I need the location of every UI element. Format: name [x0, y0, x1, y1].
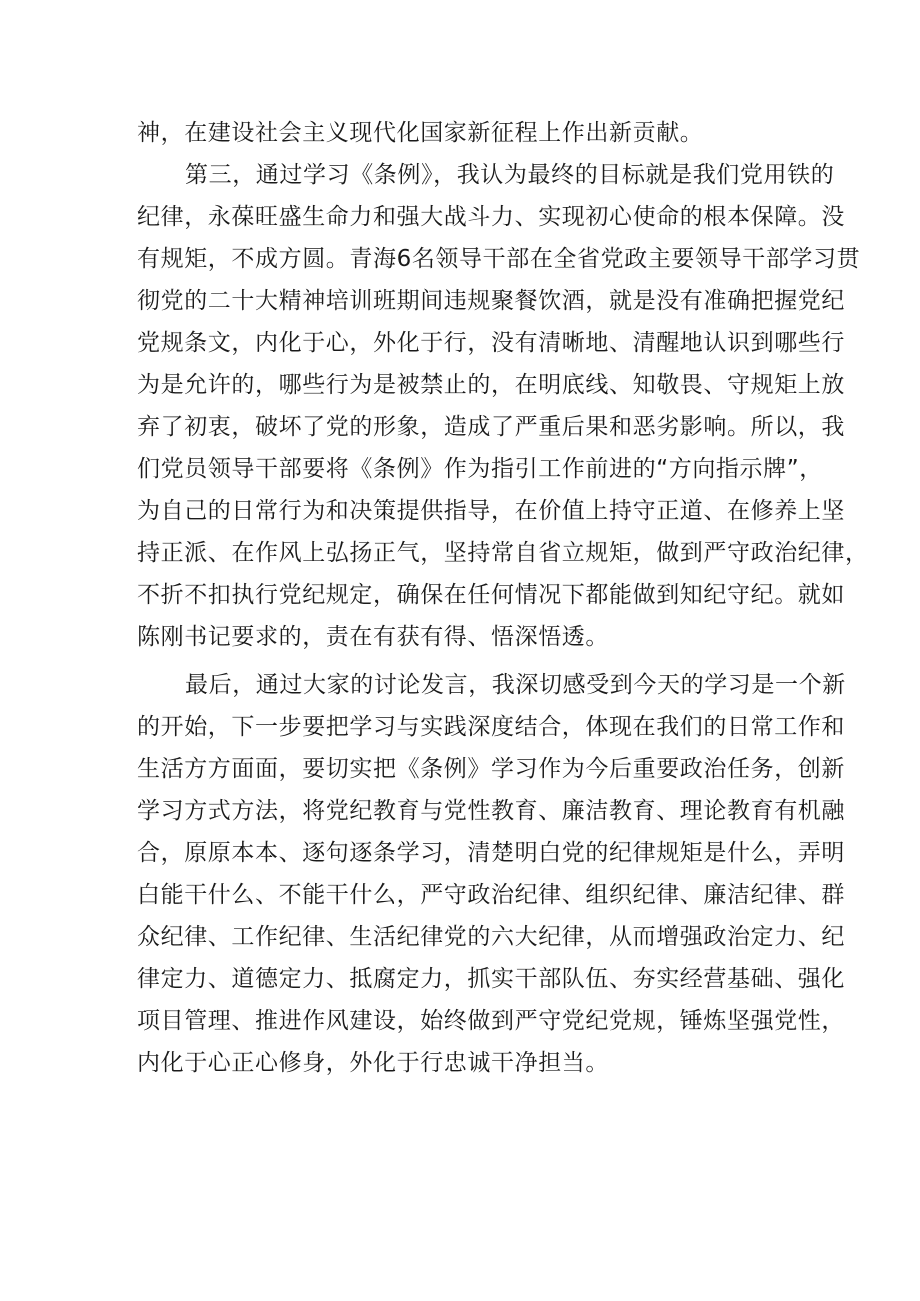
- text-line: 们党员领导干部要将《条例》作为指引工作前进的“方向指示牌”，: [137, 456, 823, 482]
- body-text: [137, 112, 869, 1084]
- text-line: 陈刚书记要求的，责在有获有得、悟深悟透。: [137, 624, 609, 650]
- text-line: 众纪律、工作纪律、生活纪律党的六大纪律，从而增强政治定力、纪: [137, 924, 845, 950]
- text-line: 纪律，永葆旺盛生命力和强大战斗力、实现初心使命的根本保障。没: [137, 204, 845, 230]
- text-line: 有规矩，不成方圆。青海6名领导干部在全省党政主要领导干部学习贯: [137, 246, 861, 272]
- text-line: 彻党的二十大精神培训班期间违规聚餐饮酒，就是没有准确把握党纪: [137, 288, 845, 314]
- text-line: 持正派、在作风上弘扬正气，坚持常自省立规矩，做到严守政治纪律，: [137, 540, 869, 566]
- text-line: 学习方式方法，将党纪教育与党性教育、廉洁教育、理论教育有机融: [137, 798, 845, 824]
- text-line: 党规条文，内化于心，外化于行，没有清晰地、清醒地认识到哪些行: [137, 330, 845, 356]
- text-line: 弃了初衷，破坏了党的形象，造成了严重后果和恶劣影响。所以，我: [137, 414, 845, 440]
- text-line: 合，原原本本、逐句逐条学习，清楚明白党的纪律规矩是什么，弄明: [137, 840, 845, 866]
- text-line: 神，在建设社会主义现代化国家新征程上作出新贡献。: [137, 120, 704, 146]
- text-line: 律定力、道德定力、抵腐定力，抓实干部队伍、夯实经营基础、强化: [137, 966, 845, 992]
- text-line: 白能干什么、不能干什么，严守政治纪律、组织纪律、廉洁纪律、群: [137, 882, 845, 908]
- text-line: 不折不扣执行党纪规定，确保在任何情况下都能做到知纪守纪。就如: [137, 582, 845, 608]
- text-line: 的开始，下一步要把学习与实践深度结合，体现在我们的日常工作和: [137, 714, 845, 740]
- paragraph-start-line: 最后，通过大家的讨论发言，我深切感受到今天的学习是一个新: [185, 672, 846, 698]
- text-line: 生活方方面面，要切实把《条例》学习作为今后重要政治任务，创新: [137, 756, 845, 782]
- text-line: 为是允许的，哪些行为是被禁止的，在明底线、知敬畏、守规矩上放: [137, 372, 845, 398]
- text-line: 项目管理、推进作风建设，始终做到严守党纪党规，锤炼坚强党性，: [137, 1008, 845, 1034]
- text-line: 内化于心正心修身，外化于行忠诚干净担当。: [137, 1050, 609, 1076]
- text-line: 为自己的日常行为和决策提供指导，在价值上持守正道、在修养上坚: [137, 498, 845, 524]
- paragraph-start-line: 第三，通过学习《条例》，我认为最终的目标就是我们党用铁的: [185, 162, 835, 188]
